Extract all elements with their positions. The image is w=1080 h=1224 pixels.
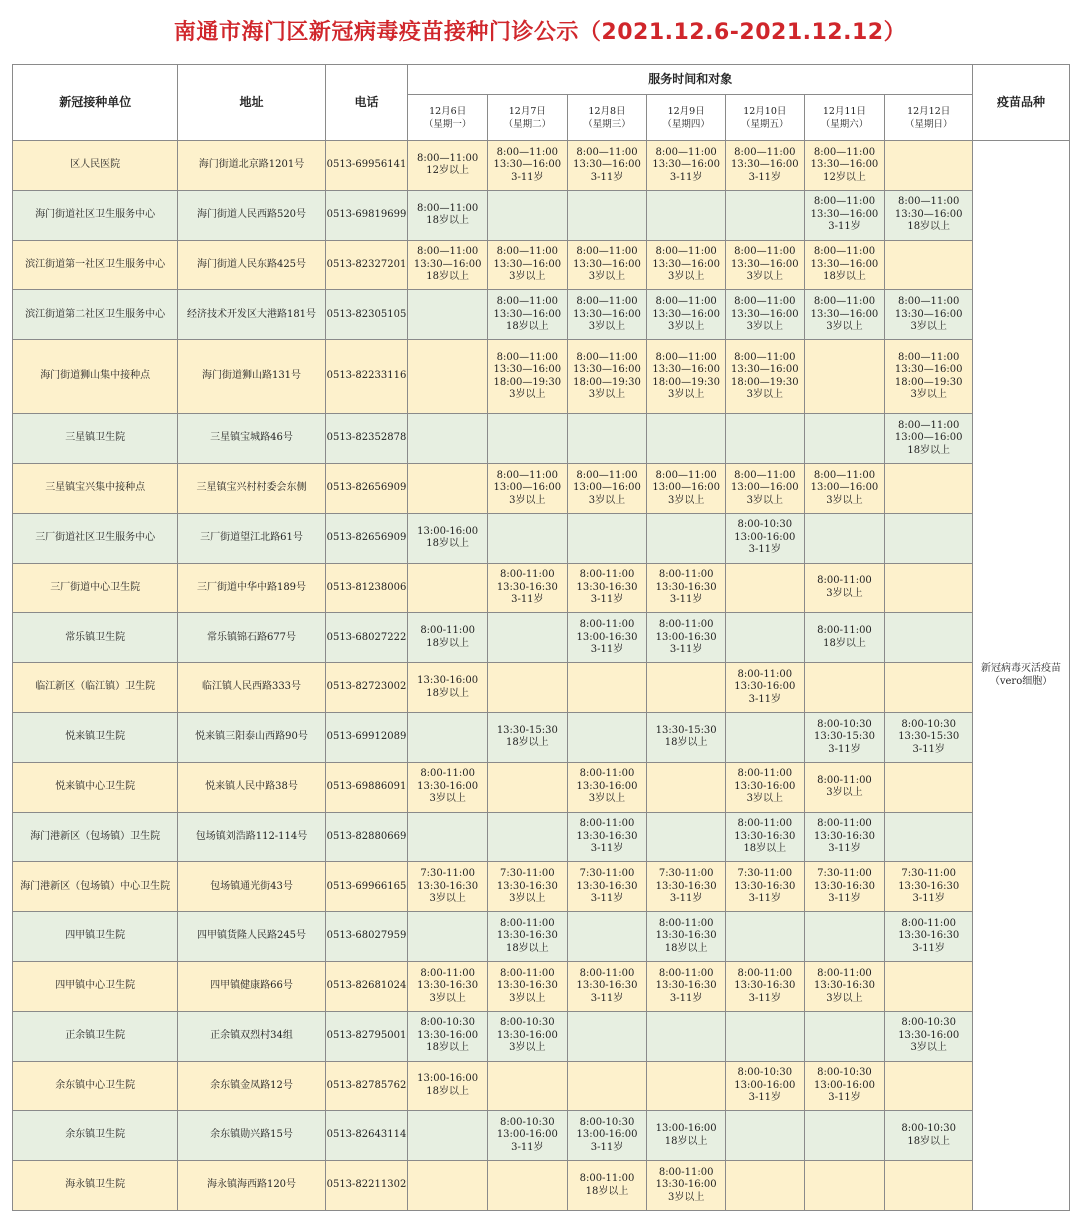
table-row [13, 712, 1070, 762]
unit-name: 海永镇卫生院 [13, 1161, 178, 1211]
unit-address: 悦来镇三阳泰山西路90号 [178, 712, 325, 762]
schedule-cell [725, 912, 804, 962]
unit-phone: 0513-69819699 [325, 190, 408, 240]
unit-phone: 0513-82795001 [325, 1011, 408, 1061]
unit-address: 海门街道人民西路520号 [178, 190, 325, 240]
unit-address: 经济技术开发区大港路181号 [178, 290, 325, 340]
header-phone: 电话 [325, 65, 408, 141]
schedule-cell: 8:00-11:00 18岁以上 [567, 1161, 647, 1211]
unit-phone: 0513-82643114 [325, 1111, 408, 1161]
schedule-cell: 8:00-11:00 13:30-16:30 3岁以上 [804, 961, 885, 1011]
table-row [13, 1061, 1070, 1111]
unit-name: 海门街道社区卫生服务中心 [13, 190, 178, 240]
schedule-cell [647, 1011, 726, 1061]
schedule-cell [885, 663, 973, 713]
schedule-cell [567, 513, 647, 563]
schedule-cell: 8:00-11:00 18岁以上 [804, 613, 885, 663]
day-header: 12月12日 （星期日） [885, 95, 973, 141]
schedule-cell [567, 414, 647, 464]
schedule-cell [408, 463, 488, 513]
unit-address: 临江镇人民西路333号 [178, 663, 325, 713]
unit-address: 海门街道北京路1201号 [178, 141, 325, 191]
table-row [13, 513, 1070, 563]
schedule-cell: 8:00—11:00 13:30—16:00 3岁以上 [725, 240, 804, 290]
vaccine-type: 新冠病毒灭活疫苗 （vero细胞） [973, 141, 1070, 1211]
schedule-cell: 8:00-11:00 13:30-16:30 3-11岁 [885, 912, 973, 962]
schedule-cell [885, 463, 973, 513]
schedule-cell [885, 141, 973, 191]
schedule-cell: 8:00-11:00 13:30-16:30 3-11岁 [647, 563, 726, 613]
unit-address: 三星镇宝兴村村委会东侧 [178, 463, 325, 513]
schedule-cell [487, 1161, 567, 1211]
schedule-cell: 8:00—11:00 13:30—16:00 3岁以上 [647, 240, 726, 290]
schedule-cell: 8:00—11:00 13:30—16:00 18:00—19:30 3岁以上 [647, 340, 726, 414]
unit-name: 悦来镇中心卫生院 [13, 762, 178, 812]
header-unit: 新冠接种单位 [13, 65, 178, 141]
schedule-cell [725, 613, 804, 663]
schedule-cell: 8:00—11:00 13:00—16:00 3岁以上 [567, 463, 647, 513]
schedule-cell [487, 414, 567, 464]
unit-phone: 0513-82211302 [325, 1161, 408, 1211]
day-header: 12月10日 （星期五） [725, 95, 804, 141]
unit-name: 临江新区（临江镇）卫生院 [13, 663, 178, 713]
schedule-cell: 8:00-10:30 13:30-16:00 3岁以上 [487, 1011, 567, 1061]
schedule-cell: 8:00—11:00 13:30—16:00 3岁以上 [487, 240, 567, 290]
schedule-cell [725, 1111, 804, 1161]
schedule-cell: 8:00—11:00 13:30—16:00 3岁以上 [885, 290, 973, 340]
unit-address: 海永镇海西路120号 [178, 1161, 325, 1211]
unit-name: 三厂街道中心卫生院 [13, 563, 178, 613]
schedule-cell [487, 1061, 567, 1111]
schedule-cell [567, 1061, 647, 1111]
schedule-cell: 8:00-10:30 13:00-16:00 3-11岁 [567, 1111, 647, 1161]
schedule-cell: 8:00-11:00 13:30-16:00 3岁以上 [647, 1161, 726, 1211]
schedule-cell [725, 414, 804, 464]
unit-phone: 0513-82327201 [325, 240, 408, 290]
schedule-cell: 8:00-11:00 3岁以上 [804, 563, 885, 613]
schedule-cell: 8:00-11:00 13:30-16:30 18岁以上 [647, 912, 726, 962]
schedule-cell: 8:00—11:00 13:30—16:00 3-11岁 [804, 190, 885, 240]
table-row [13, 463, 1070, 513]
schedule-cell: 8:00-11:00 13:30-16:30 18岁以上 [487, 912, 567, 962]
schedule-cell [885, 762, 973, 812]
schedule-cell: 8:00—11:00 13:30—16:00 18:00—19:30 3岁以上 [487, 340, 567, 414]
schedule-cell [408, 712, 488, 762]
unit-phone: 0513-69886091 [325, 762, 408, 812]
schedule-cell: 8:00-11:00 13:30-16:30 3-11岁 [567, 961, 647, 1011]
unit-phone: 0513-81238006 [325, 563, 408, 613]
schedule-cell: 8:00—11:00 13:00—16:00 3岁以上 [725, 463, 804, 513]
unit-name: 四甲镇卫生院 [13, 912, 178, 962]
schedule-cell: 8:00—11:00 13:30—16:00 18岁以上 [487, 290, 567, 340]
day-header: 12月7日 （星期二） [487, 95, 567, 141]
schedule-cell [408, 290, 488, 340]
unit-phone: 0513-69966165 [325, 862, 408, 912]
unit-name: 海门街道狮山集中接种点 [13, 340, 178, 414]
schedule-cell: 8:00—11:00 13:30—16:00 3岁以上 [725, 290, 804, 340]
schedule-cell: 13:30-15:30 18岁以上 [487, 712, 567, 762]
table-row [13, 613, 1070, 663]
schedule-cell: 8:00-10:30 13:00-16:00 3-11岁 [725, 1061, 804, 1111]
table-row [13, 862, 1070, 912]
table-row [13, 340, 1070, 414]
schedule-cell [804, 513, 885, 563]
schedule-cell [487, 663, 567, 713]
day-header: 12月6日 （星期一） [408, 95, 488, 141]
schedule-cell: 13:00-16:00 18岁以上 [408, 1061, 488, 1111]
unit-address: 常乐镇锦石路677号 [178, 613, 325, 663]
schedule-cell: 8:00-11:00 13:30-16:30 3-11岁 [647, 961, 726, 1011]
table-row [13, 812, 1070, 862]
unit-name: 三星镇宝兴集中接种点 [13, 463, 178, 513]
schedule-cell: 8:00-11:00 13:30-16:30 18岁以上 [725, 812, 804, 862]
unit-phone: 0513-82233116 [325, 340, 408, 414]
unit-address: 包场镇刘浩路112-114号 [178, 812, 325, 862]
schedule-cell [487, 613, 567, 663]
unit-phone: 0513-82785762 [325, 1061, 408, 1111]
unit-phone: 0513-82656909 [325, 463, 408, 513]
unit-address: 三星镇宝城路46号 [178, 414, 325, 464]
schedule-cell: 13:00-16:00 18岁以上 [408, 513, 488, 563]
schedule-cell: 8:00—11:00 13:30—16:00 18岁以上 [885, 190, 973, 240]
table-row [13, 240, 1070, 290]
schedule-cell [885, 1061, 973, 1111]
unit-address: 余东镇金凤路12号 [178, 1061, 325, 1111]
schedule-cell [885, 240, 973, 290]
schedule-cell: 8:00-11:00 3岁以上 [804, 762, 885, 812]
unit-name: 海门港新区（包场镇）中心卫生院 [13, 862, 178, 912]
schedule-cell: 7:30-11:00 13:30-16:30 3-11岁 [567, 862, 647, 912]
unit-phone: 0513-82723002 [325, 663, 408, 713]
schedule-cell [487, 812, 567, 862]
schedule-cell [647, 190, 726, 240]
schedule-cell: 8:00—11:00 13:00—16:00 3岁以上 [487, 463, 567, 513]
unit-name: 四甲镇中心卫生院 [13, 961, 178, 1011]
schedule-cell: 8:00—11:00 12岁以上 [408, 141, 488, 191]
schedule-cell [725, 563, 804, 613]
schedule-cell: 8:00—11:00 13:30—16:00 3岁以上 [647, 290, 726, 340]
unit-address: 正余镇双烈村34组 [178, 1011, 325, 1061]
table-row [13, 1161, 1070, 1211]
schedule-cell [804, 1161, 885, 1211]
schedule-cell: 8:00-11:00 13:30-16:00 3-11岁 [725, 663, 804, 713]
schedule-cell: 8:00-10:30 13:00-16:00 3-11岁 [725, 513, 804, 563]
unit-name: 区人民医院 [13, 141, 178, 191]
schedule-cell: 13:30-15:30 18岁以上 [647, 712, 726, 762]
schedule-cell: 8:00—11:00 13:00—16:00 3岁以上 [647, 463, 726, 513]
schedule-cell: 8:00—11:00 13:30—16:00 18岁以上 [408, 240, 488, 290]
schedule-cell [804, 414, 885, 464]
schedule-cell [647, 663, 726, 713]
schedule-cell: 8:00—11:00 13:00—16:00 18岁以上 [885, 414, 973, 464]
schedule-cell: 8:00—11:00 13:30—16:00 18:00—19:30 3岁以上 [567, 340, 647, 414]
schedule-cell: 8:00-10:30 13:00-16:00 3-11岁 [487, 1111, 567, 1161]
schedule-cell: 8:00—11:00 13:00—16:00 3岁以上 [804, 463, 885, 513]
unit-name: 三厂街道社区卫生服务中心 [13, 513, 178, 563]
schedule-cell: 8:00—11:00 13:30—16:00 18:00—19:30 3岁以上 [885, 340, 973, 414]
schedule-cell [647, 1061, 726, 1111]
schedule-table [12, 64, 1070, 1211]
schedule-cell [885, 613, 973, 663]
unit-name: 滨江街道第一社区卫生服务中心 [13, 240, 178, 290]
schedule-cell [408, 340, 488, 414]
schedule-cell: 7:30-11:00 13:30-16:30 3-11岁 [647, 862, 726, 912]
schedule-cell [408, 1161, 488, 1211]
schedule-cell: 8:00-11:00 13:30-16:00 3岁以上 [567, 762, 647, 812]
schedule-cell [647, 762, 726, 812]
schedule-cell [885, 513, 973, 563]
schedule-cell: 8:00-10:30 13:30-15:30 3-11岁 [804, 712, 885, 762]
unit-phone: 0513-82880669 [325, 812, 408, 862]
unit-address: 包场镇通光街43号 [178, 862, 325, 912]
schedule-cell: 7:30-11:00 13:30-16:30 3-11岁 [885, 862, 973, 912]
table-row [13, 1111, 1070, 1161]
day-header: 12月8日 （星期三） [567, 95, 647, 141]
day-header: 12月11日 （星期六） [804, 95, 885, 141]
schedule-cell: 8:00-10:30 13:30-16:00 18岁以上 [408, 1011, 488, 1061]
schedule-cell [725, 712, 804, 762]
schedule-cell [408, 912, 488, 962]
schedule-cell: 8:00-11:00 13:30-16:30 3-11岁 [567, 812, 647, 862]
schedule-cell: 8:00—11:00 13:30—16:00 18岁以上 [804, 240, 885, 290]
schedule-cell: 13:00-16:00 18岁以上 [647, 1111, 726, 1161]
schedule-cell: 8:00-11:00 13:30-16:30 3岁以上 [408, 961, 488, 1011]
schedule-cell [647, 513, 726, 563]
schedule-cell: 7:30-11:00 13:30-16:30 3-11岁 [725, 862, 804, 912]
header-vaccine: 疫苗品种 [973, 65, 1070, 141]
table-row [13, 961, 1070, 1011]
schedule-cell: 8:00-10:30 13:00-16:00 3-11岁 [804, 1061, 885, 1111]
header-service-time: 服务时间和对象 [408, 65, 973, 95]
schedule-cell: 8:00—11:00 13:30—16:00 3-11岁 [567, 141, 647, 191]
unit-phone: 0513-69912089 [325, 712, 408, 762]
unit-address: 三厂街道望江北路61号 [178, 513, 325, 563]
schedule-cell [408, 1111, 488, 1161]
unit-name: 正余镇卫生院 [13, 1011, 178, 1061]
unit-address: 海门街道狮山路131号 [178, 340, 325, 414]
schedule-cell: 7:30-11:00 13:30-16:30 3-11岁 [804, 862, 885, 912]
schedule-cell: 8:00-11:00 13:30-16:30 3-11岁 [725, 961, 804, 1011]
schedule-cell: 8:00-11:00 13:30-16:30 3-11岁 [567, 563, 647, 613]
schedule-cell: 8:00-11:00 13:00-16:30 3-11岁 [567, 613, 647, 663]
schedule-cell: 8:00-10:30 13:30-15:30 3-11岁 [885, 712, 973, 762]
unit-name: 滨江街道第二社区卫生服务中心 [13, 290, 178, 340]
unit-address: 四甲镇健康路66号 [178, 961, 325, 1011]
header-address: 地址 [178, 65, 325, 141]
schedule-cell [804, 1011, 885, 1061]
schedule-cell: 8:00-11:00 13:30-16:30 3岁以上 [487, 961, 567, 1011]
schedule-cell: 8:00—11:00 18岁以上 [408, 190, 488, 240]
schedule-cell: 8:00—11:00 13:30—16:00 12岁以上 [804, 141, 885, 191]
unit-name: 余东镇卫生院 [13, 1111, 178, 1161]
schedule-cell [725, 1161, 804, 1211]
schedule-cell: 8:00-11:00 18岁以上 [408, 613, 488, 663]
schedule-cell [804, 663, 885, 713]
schedule-body [13, 141, 1070, 1211]
table-row [13, 563, 1070, 613]
table-row [13, 414, 1070, 464]
schedule-cell: 8:00-11:00 13:30-16:00 3岁以上 [408, 762, 488, 812]
unit-phone: 0513-82305105 [325, 290, 408, 340]
schedule-cell: 8:00-10:30 18岁以上 [885, 1111, 973, 1161]
unit-address: 余东镇勋兴路15号 [178, 1111, 325, 1161]
schedule-cell [725, 1011, 804, 1061]
schedule-cell: 8:00—11:00 13:30—16:00 3-11岁 [647, 141, 726, 191]
unit-address: 四甲镇货隆人民路245号 [178, 912, 325, 962]
unit-phone: 0513-69956141 [325, 141, 408, 191]
day-header: 12月9日 （星期四） [647, 95, 726, 141]
schedule-cell: 8:00—11:00 13:30—16:00 3岁以上 [567, 290, 647, 340]
schedule-cell [567, 712, 647, 762]
unit-name: 常乐镇卫生院 [13, 613, 178, 663]
schedule-cell [487, 762, 567, 812]
schedule-cell: 8:00—11:00 13:30—16:00 3岁以上 [804, 290, 885, 340]
schedule-cell [885, 812, 973, 862]
table-row [13, 141, 1070, 191]
table-row [13, 762, 1070, 812]
unit-phone: 0513-82352878 [325, 414, 408, 464]
schedule-cell [725, 190, 804, 240]
unit-name: 三星镇卫生院 [13, 414, 178, 464]
schedule-cell [885, 563, 973, 613]
unit-address: 悦来镇人民中路38号 [178, 762, 325, 812]
unit-phone: 0513-82656909 [325, 513, 408, 563]
page-title: 南通市海门区新冠病毒疫苗接种门诊公示（2021.12.6-2021.12.12） [173, 20, 907, 45]
unit-address: 海门街道人民东路425号 [178, 240, 325, 290]
schedule-cell [804, 1111, 885, 1161]
unit-phone: 0513-68027959 [325, 912, 408, 962]
schedule-cell: 8:00-11:00 13:00-16:30 3-11岁 [647, 613, 726, 663]
unit-name: 海门港新区（包场镇）卫生院 [13, 812, 178, 862]
schedule-cell [408, 414, 488, 464]
schedule-cell [487, 513, 567, 563]
unit-name: 悦来镇卫生院 [13, 712, 178, 762]
schedule-cell: 8:00-10:30 13:30-16:00 3岁以上 [885, 1011, 973, 1061]
schedule-cell: 8:00—11:00 13:30—16:00 18:00—19:30 3岁以上 [725, 340, 804, 414]
schedule-cell: 8:00-11:00 13:30-16:30 3-11岁 [487, 563, 567, 613]
schedule-cell: 8:00—11:00 13:30—16:00 3-11岁 [487, 141, 567, 191]
schedule-cell [804, 912, 885, 962]
schedule-cell: 13:30-16:00 18岁以上 [408, 663, 488, 713]
schedule-cell: 8:00—11:00 13:30—16:00 3岁以上 [567, 240, 647, 290]
schedule-cell [567, 190, 647, 240]
schedule-cell [804, 340, 885, 414]
schedule-cell [567, 912, 647, 962]
schedule-cell [408, 563, 488, 613]
unit-name: 余东镇中心卫生院 [13, 1061, 178, 1111]
schedule-cell [885, 961, 973, 1011]
schedule-cell: 8:00-11:00 13:30-16:30 3-11岁 [804, 812, 885, 862]
schedule-cell [647, 812, 726, 862]
table-row [13, 663, 1070, 713]
unit-address: 三厂街道中华中路189号 [178, 563, 325, 613]
schedule-cell [647, 414, 726, 464]
schedule-cell: 8:00—11:00 13:30—16:00 3-11岁 [725, 141, 804, 191]
table-row [13, 912, 1070, 962]
schedule-cell [567, 1011, 647, 1061]
table-row [13, 1011, 1070, 1061]
unit-phone: 0513-68027222 [325, 613, 408, 663]
schedule-cell [885, 1161, 973, 1211]
table-row [13, 190, 1070, 240]
table-row [13, 290, 1070, 340]
schedule-cell: 7:30-11:00 13:30-16:30 3岁以上 [408, 862, 488, 912]
schedule-cell [487, 190, 567, 240]
schedule-cell: 8:00-11:00 13:30-16:00 3岁以上 [725, 762, 804, 812]
unit-phone: 0513-82681024 [325, 961, 408, 1011]
schedule-cell [567, 663, 647, 713]
schedule-cell: 7:30-11:00 13:30-16:30 3岁以上 [487, 862, 567, 912]
schedule-cell [408, 812, 488, 862]
